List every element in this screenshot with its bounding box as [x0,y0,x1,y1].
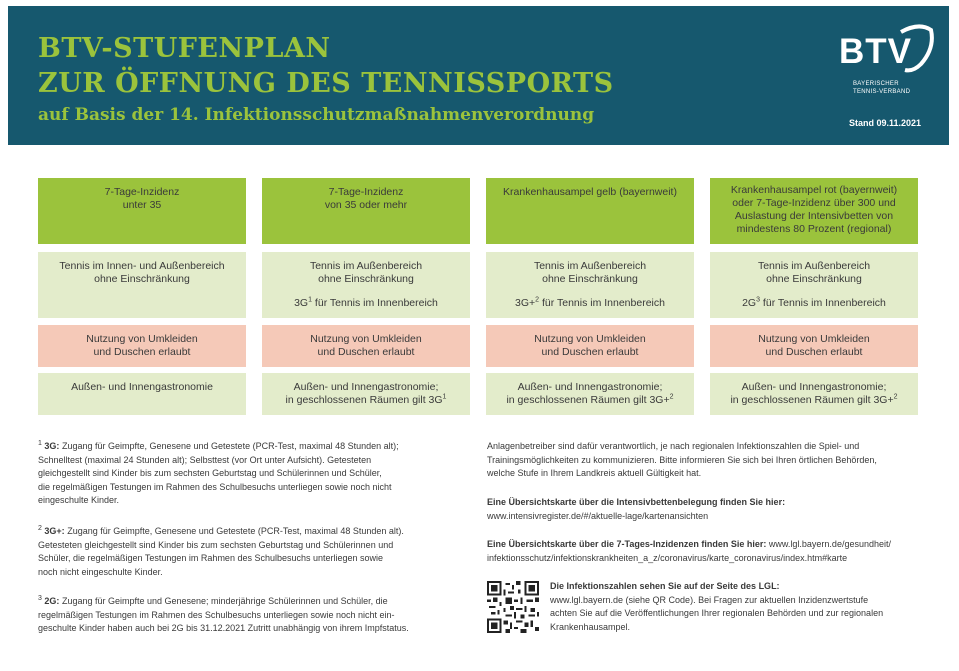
subtitle: auf Basis der 14. Infektionsschutzmaßnahmenverordnung [38,105,595,125]
tennis-line: ohne Einschränkung [318,273,414,285]
gastro-line: in geschlossenen Räumen gilt 3G+$^2$ [730,393,898,406]
column-3-heading [486,178,694,244]
umkleiden-line: und Duschen erlaubt [317,346,415,358]
column-4-tennis [710,252,918,318]
gastro-line: in geschlossenen Räumen gilt $3G^1$ [285,393,447,406]
heading-line: Auslastung der Intensivbetten von [734,210,894,222]
lgl-paragraph: Die Infektionszahlen sehen Sie auf der Seite des LGL: www.lgl.bayern.de (siehe QR Code). Bei Fragen zur aktuellen Inzidenzwertstufe achten Sie auf die Veröffentlichungen Ihrer regionalen Behörden und zur regionalen Krankenhausampel. [550,581,884,632]
umkleiden-line: und Duschen erlaubt [541,346,639,358]
heading-line: 7-Tage-Inzidenz [104,186,180,198]
tennis-line: Tennis im Außenbereich [757,260,871,272]
umkleiden-line: Nutzung von Umkleiden [310,333,422,345]
column-4-gastro [710,373,918,415]
tennis-extra: $3G^1$ für Tennis im Innenbereich [294,296,438,309]
column-1-umkleiden [38,325,246,367]
logo-sub-line-2: TENNIS-VERBAND [853,89,911,95]
heading-line: 7-Tage-Inzidenz [328,186,404,198]
tennis-line: Tennis im Außenbereich [309,260,423,272]
lgl-link[interactable]: www.lgl.bayern.de/gesundheit/ [766,539,891,549]
column-1-tennis [38,252,246,318]
logo-sub-line-1: BAYERISCHER [853,81,899,87]
gastro-line: Außen- und Innengastronomie; [293,381,439,393]
header-banner [8,6,949,145]
tennis-extra: $2G^3$ für Tennis im Innenbereich [742,296,886,309]
column-4-umkleiden [710,325,918,367]
inzidenz-paragraph: Eine Übersichtskarte über die 7-Tages-Inzidenzen finden Sie hier: www.lgl.bayern.de/gesundheit/ infektionsschutz/infektionskrankheiten_a_z/coronavirus/karte_coronavirus/index.htm#karte [487,538,927,565]
heading-line: von 35 oder mehr [324,199,408,211]
heading-line: unter 35 [122,199,162,211]
intensivregister-link[interactable]: www.intensivregister.de/#/aktuelle-lage/kartenansichten [487,510,709,521]
footnote-3g-plus: $^2$ 3G+: Zugang für Geimpfte, Genesene und Getestete (PCR-Test, maximal 48 Stunden alt). Getesteten gleichgestellt sind Kinder bis zum sechsten Geburtstag und Schülerinnen und Schüler, die regelmäßigen Testungen im Rahmen des Schulbesuchs unterliegen sowie noch nicht eingeschulte Kinder. [38,525,404,577]
umkleiden-line: und Duschen erlaubt [765,346,863,358]
tennis-line: ohne Einschränkung [542,273,638,285]
column-4-heading [710,178,918,244]
tennis-extra: 3G+$^2$ für Tennis im Innenbereich [515,296,665,309]
qr-code-icon[interactable] [487,581,539,633]
column-2-heading [262,178,470,244]
column-2-gastro [262,373,470,415]
gastro-line: Außen- und Innengastronomie [71,381,213,393]
column-3-tennis [486,252,694,318]
gastro-line: Außen- und Innengastronomie; [517,381,663,393]
status-date: Stand 09.11.2021 [848,118,921,128]
info-paragraph: Anlagenbetreiber sind dafür verantwortlich, je nach regionalen Infektionszahlen die Spiel- und Trainingsmöglichkeiten zu kommunizieren. Bitte informieren Sie sich bei Ihren örtlichen Behörden, welche Stufe in Ihrem Landkreis aktuell Gültigkeit hat. [487,441,877,478]
heading-line: oder 7-Tage-Inzidenz über 300 und [732,197,896,209]
tennis-line: Tennis im Innen- und Außenbereich [59,260,225,272]
footnote-2g: $^3$ 2G: Zugang für Geimpfte und Genesene; minderjährige Schülerinnen und Schüler, die regelmäßigen Testungen im Rahmen des Schulbesuchs unterliegen sowie noch nicht ein- geschulte Kinder haben auch bei 2G bis 31.12.2021 Zutritt unabhängig von ihrem Impfstatus. [38,595,409,633]
title-line-2: ZUR ÖFFNUNG DES TENNISSPORTS [38,68,614,99]
umkleiden-line: Nutzung von Umkleiden [86,333,198,345]
gastro-line: Außen- und Innengastronomie; [741,381,887,393]
intensivbetten-paragraph: Eine Übersichtskarte über die Intensivbettenbelegung finden Sie hier: www.intensivregister.de/#/aktuelle-lage/kartenansichten [487,496,927,523]
gastro-line: in geschlossenen Räumen gilt 3G+$^2$ [506,393,674,406]
column-3-umkleiden [486,325,694,367]
tennis-line: ohne Einschränkung [766,273,862,285]
heading-line: Krankenhausampel gelb (bayernweit) [503,186,677,198]
heading-line: mindestens 80 Prozent (regional) [736,223,892,235]
footnote-3g: $^1$ 3G: Zugang für Geimpfte, Genesene und Getestete (PCR-Test, maximal 48 Stunden alt); Schnelltest (maximal 24 Stunden alt); Selbsttest (vor Ort unter Aufsicht). Getesteten gleichgestellt sind Kinder bis zum sechsten Geburtstag und Schülerinnen und Schüler, die regelmäßigen Testungen im Rahmen des Schulbesuchs unterliegen sowie noch nicht eingeschulte Kinder. [38,440,399,505]
column-2-tennis [262,252,470,318]
title-line-1: BTV-STUFENPLAN [38,33,331,64]
column-3-gastro [486,373,694,415]
logo-subtitle [853,80,910,96]
heading-line: Krankenhausampel rot (bayernweit) [730,184,898,196]
lgl-link-cont[interactable]: infektionsschutz/infektionskrankheiten_a_z/coronavirus/karte_coronavirus/index.htm#karte [487,552,848,563]
tennis-line: Tennis im Außenbereich [533,260,647,272]
umkleiden-line: Nutzung von Umkleiden [534,333,646,345]
umkleiden-line: und Duschen erlaubt [93,346,191,358]
btv-logo [839,20,935,100]
tennis-line: ohne Einschränkung [94,273,190,285]
umkleiden-line: Nutzung von Umkleiden [758,333,870,345]
column-1-heading [38,178,246,244]
logo-text: BTV [839,32,912,71]
column-1-gastro [38,373,246,415]
column-2-umkleiden [262,325,470,367]
